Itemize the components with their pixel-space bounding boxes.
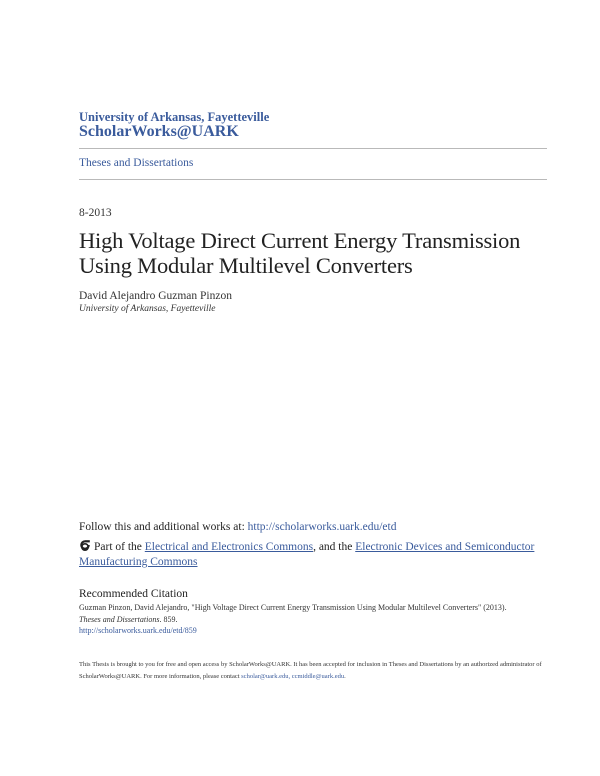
university-name[interactable]: University of Arkansas, Fayetteville: [79, 110, 270, 124]
citation-heading: Recommended Citation: [79, 588, 188, 600]
citation-text: Guzman Pinzon, David Alejandro, "High Voltage Direct Current Energy Transmission Using Modular Multilevel Converters" (2013).: [79, 603, 507, 612]
follow-line: [79, 521, 396, 533]
contact-email-link[interactable]: scholar@uark.edu, ccmiddle@uark.edu: [241, 673, 345, 680]
title-line-1: High Voltage Direct Current Energy Transmission: [79, 228, 521, 253]
semiconductor-commons-link[interactable]: Electronic Devices and Semiconductor Manufacturing Commons: [79, 541, 535, 568]
etd-link[interactable]: http://scholarworks.uark.edu/etd: [247, 521, 397, 533]
citation-number: . 859.: [159, 614, 178, 624]
part-of-middle: , and the: [313, 541, 353, 553]
citation-series: Theses and Dissertations: [79, 614, 160, 624]
collection-link[interactable]: Theses and Dissertations: [79, 157, 194, 169]
open-access-icon: [79, 539, 91, 552]
repository-name[interactable]: ScholarWorks@UARK: [79, 123, 239, 140]
part-of-line: [79, 539, 549, 570]
title-line-2: Using Modular Multilevel Converters: [79, 253, 413, 278]
author-name: David Alejandro Guzman Pinzon: [79, 290, 232, 302]
author-affiliation: University of Arkansas, Fayetteville: [79, 304, 216, 314]
access-notice: [79, 659, 549, 683]
header-divider: [79, 148, 547, 149]
follow-text: Follow this and additional works at:: [79, 521, 245, 533]
notice-end: .: [344, 673, 346, 680]
document-title: [79, 228, 549, 278]
citation-url[interactable]: http://scholarworks.uark.edu/etd/859: [79, 626, 197, 635]
publication-date: 8-2013: [79, 207, 112, 219]
citation-block: [79, 602, 549, 637]
collection-divider: [79, 179, 547, 180]
part-of-prefix: Part of the: [94, 541, 142, 553]
notice-text: This Thesis is brought to you for free and open access by ScholarWorks@UARK. It has been accepted for inclusion in Theses and Dissertations by an authorized administrator of ScholarWorks@UARK. For more information, please contact: [79, 661, 542, 680]
electrical-commons-link[interactable]: Electrical and Electronics Commons: [144, 541, 314, 553]
